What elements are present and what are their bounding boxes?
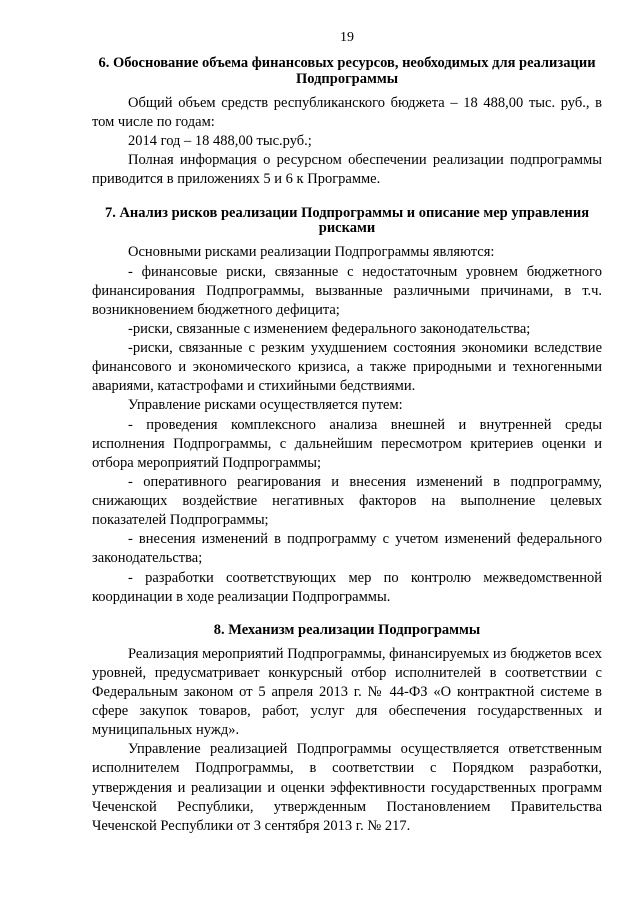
paragraph: - проведения комплексного анализа внешней и внутренней среды исполнения Подпрограммы, с дальнейшим пересмотром критериев оценки и отбора мероприятий Подпрограммы;	[92, 416, 602, 471]
section-heading: 7. Анализ рисков реализации Подпрограммы и описание мер управления рисками	[104, 204, 590, 237]
section-mechanism	[92, 623, 602, 836]
paragraph: - оперативного реагирования и внесения изменений в подпрограмму, снижающих воздействие негативных факторов на выполнение целевых показателей Подпрограммы;	[92, 473, 602, 529]
paragraph: Полная информация о ресурсном обеспечении реализации подпрограммы приводится в приложениях 5 и 6 к Программе.	[92, 152, 602, 188]
paragraph: -риски, связанные с резким ухудшением состояния экономики вследствие финансового и экономического кризиса, а также природными и техногенными авариями, катастрофами и стихийными бедствиями.	[92, 340, 602, 395]
page-number: 19	[340, 30, 354, 45]
paragraph: - внесения изменений в подпрограмму с учетом изменений федерального законодательства;	[92, 531, 602, 567]
paragraph: - разработки соответствующих мер по контролю межведомственной координации в ходе реализации Подпрограммы.	[92, 569, 602, 605]
section-heading: 6. Обоснование объема финансовых ресурсов, необходимых для реализации Подпрограммы	[98, 55, 596, 87]
paragraph: Управление реализацией Подпрограммы осуществляется ответственным исполнителем Подпрограммы, в соответствии с Порядком разработки, утверждения и реализации и оценки эффективности государственных программ Чеченской Республики, утвержденным Постановлением Правительства Чеченской Республики от 3 сентября 2013 г. № 217.	[92, 741, 602, 834]
paragraph: Реализация мероприятий Подпрограммы, финансируемых из бюджетов всех уровней, предусматривает конкурсный отбор исполнителей в соответствии с Федеральным законом от 5 апреля 2013 г. № 44-ФЗ «О контрактной системе в сфере закупок товаров, работ, услуг для обеспечения государственных и муниципальных нужд».	[92, 645, 602, 739]
paragraph: Общий объем средств республиканского бюджета – 18 488,00 тыс. руб., в том числе по годам:	[92, 94, 602, 130]
paragraph: 2014 год – 18 488,00 тыс.руб.;	[128, 133, 312, 150]
paragraph: -риски, связанные с изменением федерального законодательства;	[128, 320, 531, 337]
paragraph: - финансовые риски, связанные с недостаточным уровнем бюджетного финансирования Подпрограммы, вызванные различными причинами, в т.ч. возникновением бюджетного дефицита;	[92, 263, 602, 318]
paragraph: Основными рисками реализации Подпрограммы являются:	[128, 244, 495, 261]
section-heading: 8. Механизм реализации Подпрограммы	[213, 621, 481, 638]
section-financing	[92, 56, 602, 190]
section-risks	[92, 206, 602, 607]
paragraph: Управление рисками осуществляется путем:	[128, 397, 403, 414]
